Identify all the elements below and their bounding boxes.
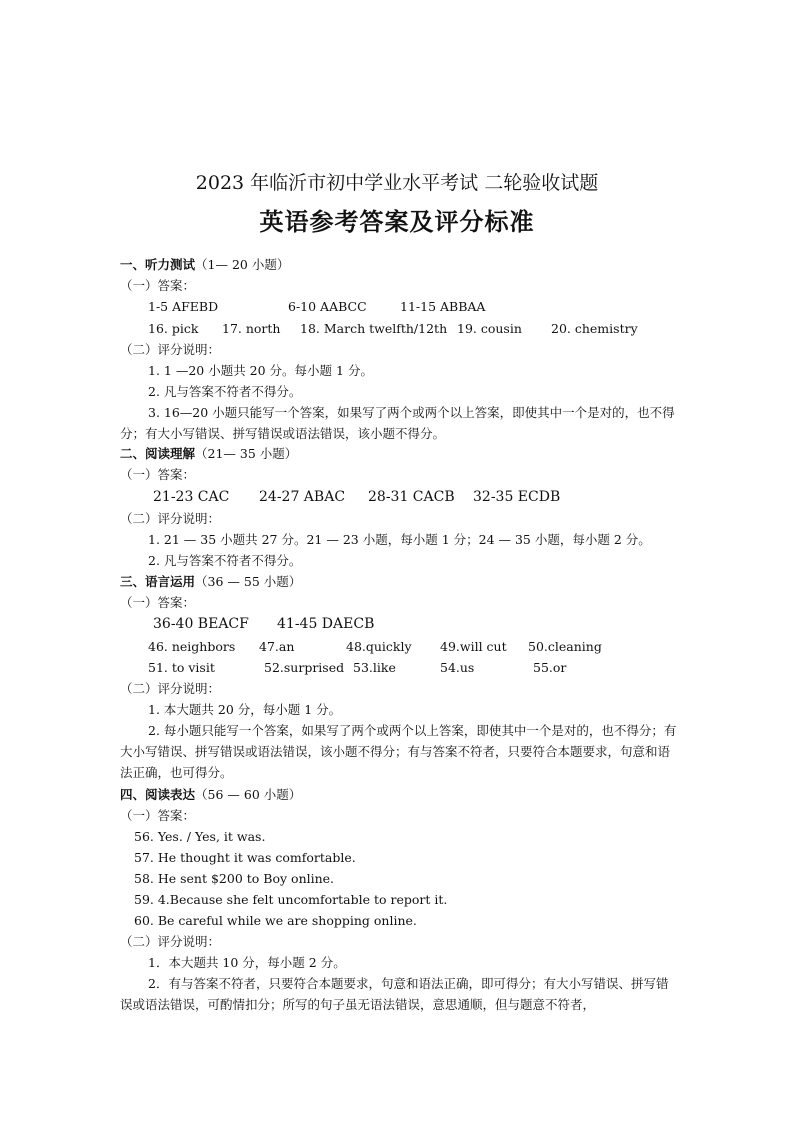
- section-3-eval-label: （二）评分说明：: [120, 681, 221, 696]
- section-1-heading: [120, 257, 289, 273]
- answer-item: 48.quickly: [346, 639, 412, 654]
- section-4-heading: [120, 787, 301, 803]
- section-4-eval-label: （二）评分说明：: [120, 934, 221, 949]
- section-1-range: （1— 20 小题）: [195, 257, 290, 272]
- section-4-title: 四、阅读表达: [120, 787, 196, 802]
- answer-sentence: 56. Yes. / Yes, it was.: [134, 829, 266, 844]
- answer-group: 32-35 ECDB: [473, 489, 561, 505]
- eval-rule: 2. 凡与答案不符者不得分。: [148, 553, 302, 568]
- section-3-title: 三、语言运用: [120, 574, 196, 589]
- answer-sentence: 58. He sent $200 to Boy online.: [134, 871, 335, 886]
- section-4-answers-label: （一）答案：: [120, 808, 196, 823]
- answer-sentence: 57. He thought it was comfortable.: [134, 850, 356, 865]
- answer-sentence: 60. Be careful while we are shopping online.: [134, 913, 417, 928]
- eval-rule: 2. 每小题只能写一个答案，如果写了两个或两个以上答案，即使其中一个是对的，也不得分；有大小写错误、拼写错误或语法错误，该小题不得分；有与答案不符者，只要符合本题要求，句意和语法正确，也可得分。: [120, 723, 677, 780]
- section-1-answers-label: （一）答案：: [120, 278, 196, 293]
- section-4-range: （56 — 60 小题）: [195, 787, 302, 802]
- answer-item: 51. to visit: [148, 660, 215, 675]
- answer-group: 1-5 AFEBD: [148, 299, 219, 314]
- answer-item: 46. neighbors: [148, 639, 236, 654]
- answer-item: 55.or: [533, 660, 567, 675]
- answer-item: 49.will cut: [440, 639, 507, 654]
- title-line2: 英语参考答案及评分标准: [259, 207, 535, 236]
- answer-sentence: 59. 4.Because she felt uncomfortable to report it.: [134, 892, 448, 907]
- section-3-heading: [120, 574, 301, 590]
- answer-item: 16. pick: [148, 321, 199, 336]
- section-3-answers-label: （一）答案：: [120, 595, 196, 610]
- section-1-eval-label: （二）评分说明：: [120, 342, 221, 357]
- eval-rule: 2．有与答案不符者，只要符合本题要求，句意和语法正确，即可得分；有大小写错误、拼写错误或语法错误，可酌情扣分；所写的句子虽无语法错误，意思通顺，但与题意不符者，: [120, 976, 669, 1012]
- answer-group: 36-40 BEACF: [153, 616, 249, 632]
- title-line1: 2023 年临沂市初中学业水平考试 二轮验收试题: [195, 172, 599, 194]
- section-2-heading: [120, 446, 297, 462]
- section-2-eval-label: （二）评分说明：: [120, 511, 221, 526]
- answer-group: 11-15 ABBAA: [400, 299, 486, 314]
- answer-group: 41-45 DAECB: [277, 616, 375, 632]
- answer-group: 6-10 AABCC: [288, 299, 367, 314]
- answer-item: 54.us: [440, 660, 475, 675]
- answer-item: 52.surprised: [264, 660, 345, 675]
- eval-rule: 1. 本大题共 20 分，每小题 1 分。: [148, 702, 342, 717]
- section-2-range: （21— 35 小题）: [195, 446, 298, 461]
- eval-rule: 1．本大题共 10 分，每小题 2 分。: [148, 955, 346, 970]
- eval-rule: 1. 1 —20 小题共 20 分。每小题 1 分。: [148, 363, 373, 378]
- eval-rule: 2. 凡与答案不符者不得分。: [148, 384, 302, 399]
- answer-item: 20. chemistry: [551, 321, 638, 336]
- eval-rule: 3. 16—20 小题只能写一个答案，如果写了两个或两个以上答案，即使其中一个是对的，也不得分；有大小写错误、拼写错误或语法错误，该小题不得分。: [120, 405, 675, 441]
- answer-item: 53.like: [353, 660, 396, 675]
- answer-group: 21-23 CAC: [153, 489, 230, 505]
- answer-group: 24-27 ABAC: [259, 489, 346, 505]
- answer-item: 18. March twelfth/12th: [300, 321, 448, 336]
- answer-item: 47.an: [259, 639, 295, 654]
- eval-rule: 1. 21 — 35 小题共 27 分。21 — 23 小题，每小题 1 分；24 — 35 小题，每小题 2 分。: [148, 532, 651, 547]
- section-1-title: 一、听力测试: [120, 257, 196, 272]
- answer-item: 19. cousin: [457, 321, 522, 336]
- section-3-range: （36 — 55 小题）: [195, 574, 302, 589]
- answer-item: 50.cleaning: [528, 639, 602, 654]
- section-2-title: 二、阅读理解: [120, 446, 196, 461]
- answer-item: 17. north: [222, 321, 281, 336]
- answer-group: 28-31 CACB: [368, 489, 455, 505]
- section-2-answers-label: （一）答案：: [120, 467, 196, 482]
